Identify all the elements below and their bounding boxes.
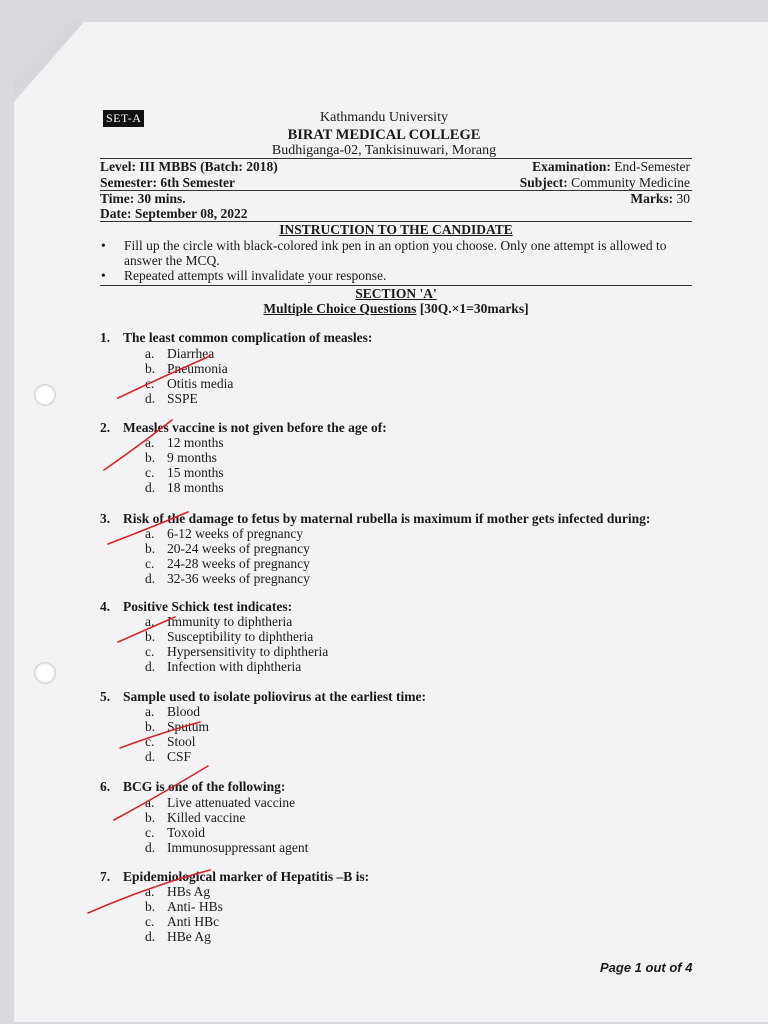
marks-field: Marks: 30 <box>630 191 690 206</box>
q7-option-b[interactable]: b. Anti- HBs <box>145 899 223 914</box>
q4-option-b[interactable]: b. Susceptibility to diphtheria <box>145 629 314 644</box>
semester-text: Semester: 6th Semester <box>100 175 235 190</box>
instruction-title: INSTRUCTION TO THE CANDIDATE <box>279 222 513 237</box>
q6-option-d[interactable]: d. Immunosuppressant agent <box>145 840 309 855</box>
college-address: Budhiganga-02, Tankisinuwari, Morang <box>271 143 497 158</box>
set-badge: SET-A <box>103 110 144 127</box>
q7-option-c[interactable]: c. Anti HBc <box>145 914 220 929</box>
q2-option-b[interactable]: b. 9 months <box>145 450 217 465</box>
q1-option-d[interactable]: d. SSPE <box>145 391 198 406</box>
q5-option-d[interactable]: d. CSF <box>145 749 192 764</box>
meta-row-4 <box>100 206 690 222</box>
meta-row-3 <box>100 191 690 207</box>
bullet-icon: • <box>101 268 106 283</box>
meta-row-1 <box>100 159 690 175</box>
q4-option-c[interactable]: c. Hypersensitivity to diphtheria <box>145 644 329 659</box>
section-subtitle: Multiple Choice Questions [30Q.×1=30marks] <box>263 301 529 316</box>
q7-option-d[interactable]: d. HBe Ag <box>145 929 211 944</box>
q6-option-c[interactable]: c. Toxoid <box>145 825 206 840</box>
bullet-icon: • <box>101 238 106 253</box>
q2-option-d[interactable]: d. 18 months <box>145 480 224 495</box>
university-name: Kathmandu University <box>320 110 448 125</box>
q5-option-a[interactable]: a. Blood <box>145 704 201 719</box>
punch-hole-top <box>34 384 56 406</box>
q5-option-b[interactable]: b. Sputum <box>145 719 210 734</box>
q6-option-b[interactable]: b. Killed vaccine <box>145 810 246 825</box>
q5-option-c[interactable]: c. Stool <box>145 734 196 749</box>
time-text: Time: 30 mins. <box>100 191 186 206</box>
punch-hole-bottom <box>34 662 56 684</box>
q1-option-c[interactable]: c. Otitis media <box>145 376 234 391</box>
q3-option-c[interactable]: c. 24-28 weeks of pregnancy <box>145 556 310 571</box>
q2-option-a[interactable]: a. 12 months <box>145 435 224 450</box>
q3-option-d[interactable]: d. 32-36 weeks of pregnancy <box>145 571 310 586</box>
q7-option-a[interactable]: a. HBs Ag <box>145 884 211 899</box>
meta-row-2 <box>100 175 690 191</box>
q6-option-a[interactable]: a. Live attenuated vaccine <box>145 795 296 810</box>
page-number: Page 1 out of 4 <box>600 960 693 975</box>
q4-option-d[interactable]: d. Infection with diphtheria <box>145 659 302 674</box>
subject-field: Subject: Community Medicine <box>519 175 690 190</box>
q3-option-a[interactable]: a. 6-12 weeks of pregnancy <box>145 526 304 541</box>
q1-option-b[interactable]: b. Pneumonia <box>145 361 228 376</box>
examination-field: Examination: End-Semester <box>532 159 690 174</box>
college-name: BIRAT MEDICAL COLLEGE <box>287 127 481 143</box>
q2-option-c[interactable]: c. 15 months <box>145 465 224 480</box>
date-text: Date: September 08, 2022 <box>100 206 248 221</box>
q4-option-a[interactable]: a. Immunity to diphtheria <box>145 614 293 629</box>
section-title: SECTION 'A' <box>355 286 437 301</box>
level-text: Level: III MBBS (Batch: 2018) <box>100 159 278 174</box>
q3-option-b[interactable]: b. 20-24 weeks of pregnancy <box>145 541 310 556</box>
q1-option-a[interactable]: a. Diarrhea <box>145 346 215 361</box>
